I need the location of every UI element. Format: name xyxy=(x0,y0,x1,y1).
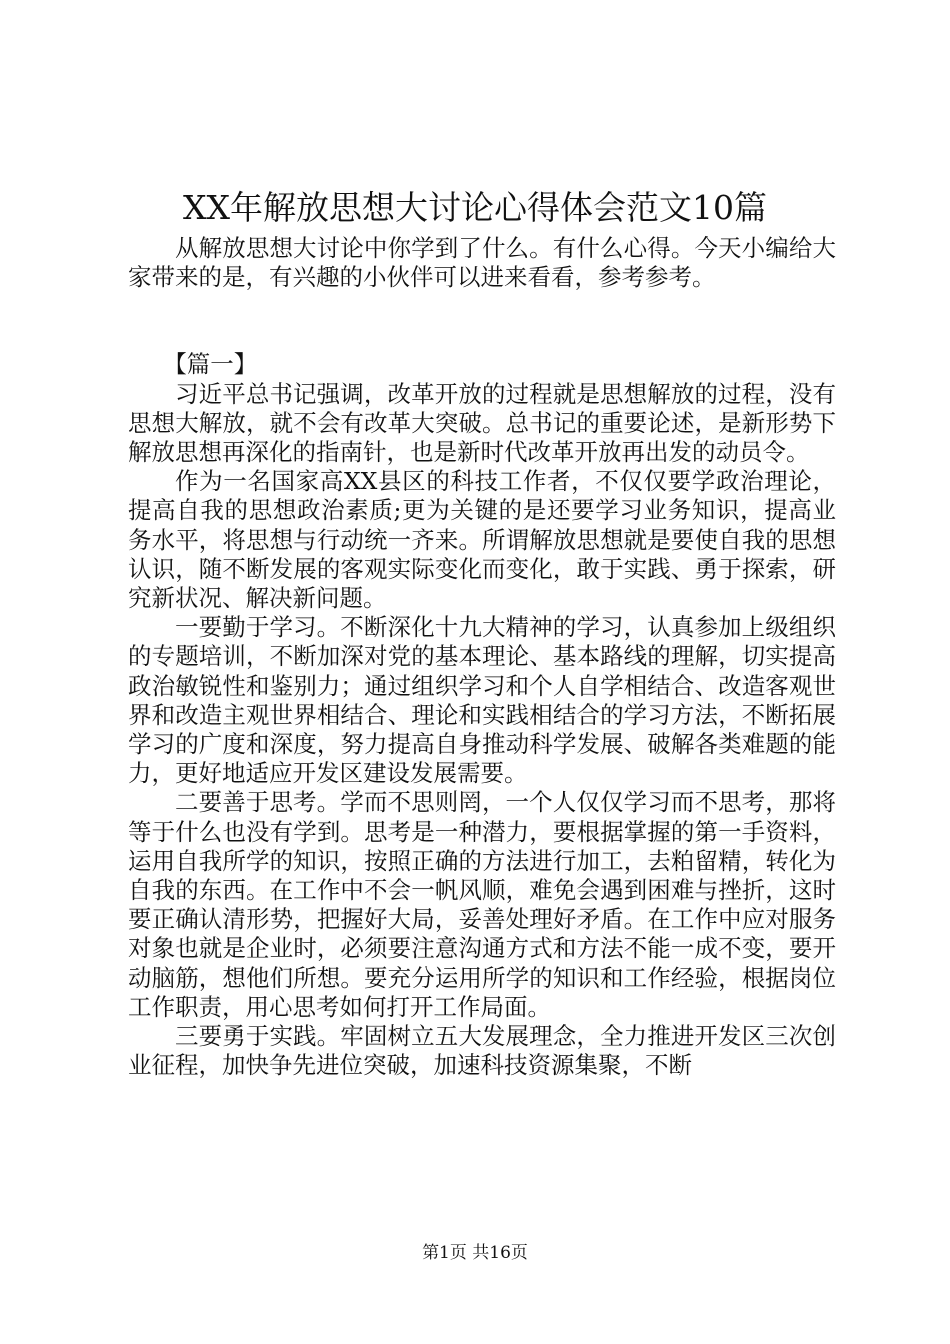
page-footer: 第1页 共16页 xyxy=(422,1243,528,1263)
document-title: XX年解放思想大讨论心得体会范文10篇 xyxy=(183,188,767,227)
intro-paragraph: 从解放思想大讨论中你学到了什么。有什么心得。今天小编给大家带来的是，有兴趣的小伙伴可以进来看看，参考参考。 xyxy=(128,234,836,292)
body-paragraph: 三要勇于实践。牢固树立五大发展理念，全力推进开发区三次创业征程，加快争先进位突破，加速科技资源集聚，不断 xyxy=(128,1022,836,1080)
body-paragraph: 二要善于思考。学而不思则罔，一个人仅仅学习而不思考，那将等于什么也没有学到。思考是一种潜力，要根据掌握的第一手资料，运用自我所学的知识，按照正确的方法进行加工，去粕留精，转化为自我的东西。在工作中不会一帆风顺，难免会遇到困难与挫折，这时要正确认清形势，把握好大局，妥善处理好矛盾。在工作中应对服务对象也就是企业时，必须要注意沟通方式和方法不能一成不变，要开动脑筋，想他们所想。要充分运用所学的知识和工作经验，根据岗位工作职责，用心思考如何打开工作局面。 xyxy=(128,788,836,1021)
body-paragraph: 作为一名国家高XX县区的科技工作者，不仅仅要学政治理论，提高自我的思想政治素质;更为关键的是还要学习业务知识，提高业务水平，将思想与行动统一齐来。所谓解放思想就是要使自我的思想认识，随不断发展的客观实际变化而变化，敢于实践、勇于探索，研究新状况、解决新问题。 xyxy=(128,467,836,613)
document-body xyxy=(128,234,836,1080)
section-heading: 【篇一】 xyxy=(163,350,258,379)
body-paragraph: 习近平总书记强调，改革开放的过程就是思想解放的过程，没有思想大解放，就不会有改革大突破。总书记的重要论述，是新形势下解放思想再深化的指南针，也是新时代改革开放再出发的动员令。 xyxy=(128,379,836,467)
body-paragraph: 一要勤于学习。不断深化十九大精神的学习，认真参加上级组织的专题培训，不断加深对党的基本理论、基本路线的理解，切实提高政治敏锐性和鉴别力；通过组织学习和个人自学相结合、改造客观世界和改造主观世界相结合、理论和实践相结合的学习方法，不断拓展学习的广度和深度，努力提高自身推动科学发展、破解各类难题的能力，更好地适应开发区建设发展需要。 xyxy=(128,613,836,788)
paragraph-spacer xyxy=(128,292,836,350)
